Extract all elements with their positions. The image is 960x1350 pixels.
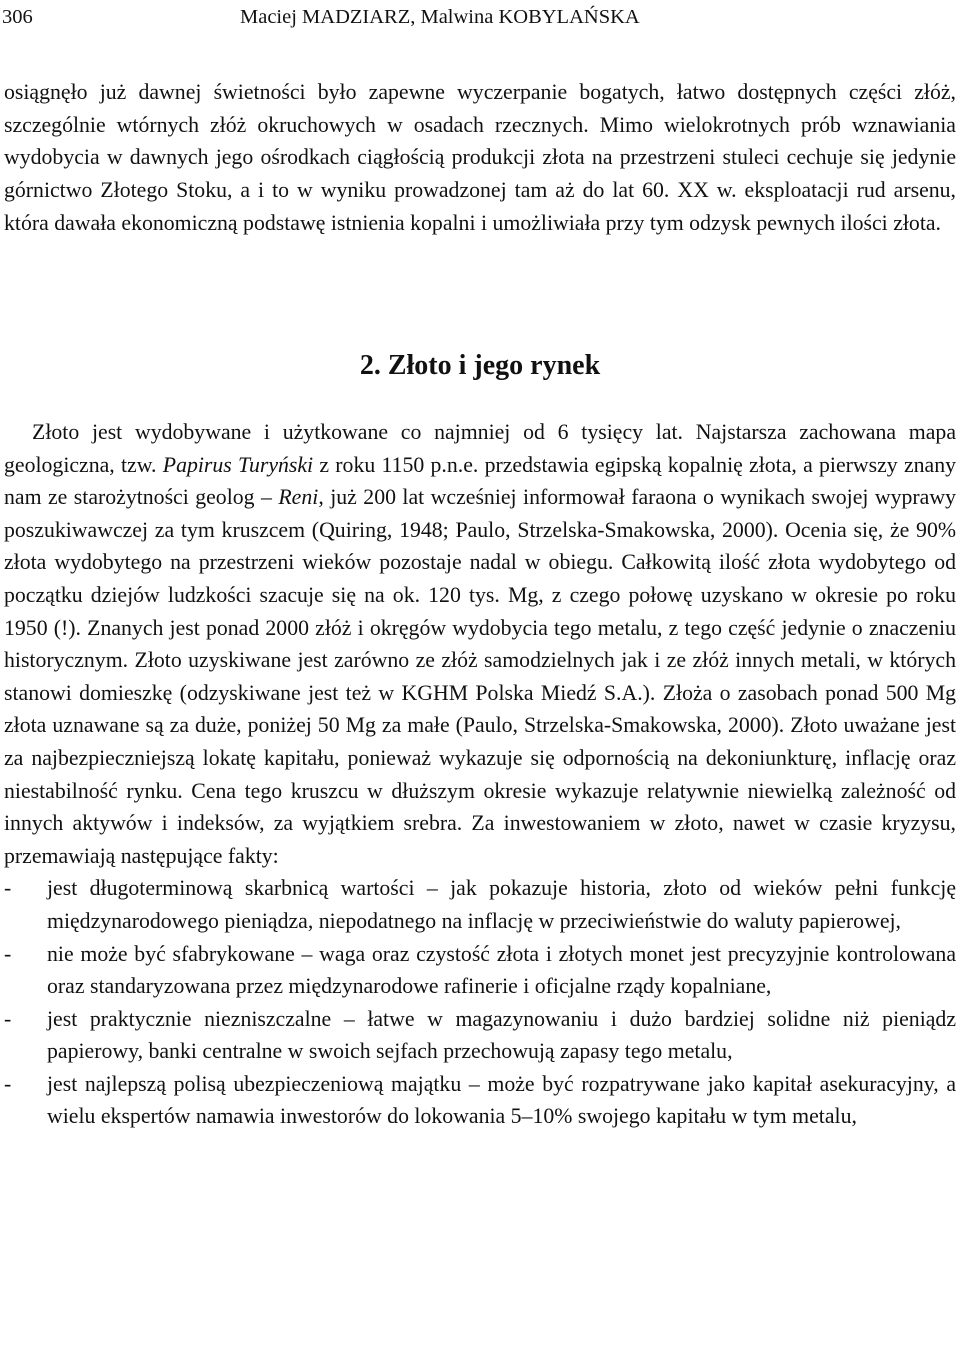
italic-term: Papirus Turyński (162, 452, 314, 477)
list-item (4, 1068, 956, 1133)
body-text-segment: z roku 1150 p.n.e. przedstawia egipską kopalnię złota, a pierwszy znany nam ze starożytności geolog – (4, 452, 956, 510)
list-item-text: jest najlepszą polisą ubezpieczeniową majątku – może być rozpatrywane jako kapitał asekuracyjny, a wielu ekspertów namawia inwestorów do lokowania 5–10% swojego kapitału w tym metalu, (47, 1071, 956, 1129)
page-number: 306 (2, 6, 33, 28)
list-item-text: jest długoterminową skarbnicą wartości – jak pokazuje historia, złoto od wieków pełni funkcję międzynarodowego pieniądza, niepodatnego na inflację w przeciwieństwie do waluty papierowej, (47, 876, 956, 933)
section-body (4, 416, 956, 1133)
list-marker: - (4, 1071, 12, 1096)
section-title: 2. Złoto i jego rynek (359, 350, 601, 381)
intro-paragraph: osiągnęło już dawnej świetności było zapewne wyczerpanie bogatych, łatwo dostępnych części złóż, szczególnie wtórnych złóż okruchowych w osadach rzecznych. Mimo wielokrotnych prób wznawiania wydobycia w dawnych jego ośrodkach ciągłością produkcji złota na przestrzeni stuleci cechuje się jedynie górnictwo Złotego Stoku, a i to w wyniku prowadzonej tam aż do lat 60. XX w. eksploatacji rud arsenu, która dawała ekonomiczną podstawę istnienia kopalni i umożliwiała przy tym odzysk pewnych ilości złota. (4, 80, 956, 235)
page-header (2, 4, 956, 36)
running-head: Maciej MADZIARZ, Malwina KOBYLAŃSKA (240, 6, 640, 28)
body-text-segment: , już 200 lat wcześniej informował faraona o wynikach swojej wyprawy poszukiwawczej za tym kruszcem (Quiring, 1948; Paulo, Strzelska-Smakowska, 2000). Ocenia się, że 90% złota wydobytego na przestrzeni wieków pozostaje nadal w obiegu. Całkowitą ilość złota wydobytego od początku dziejów ludzkości szacuje się na ok. 120 tys. Mg, z czego połowę uzyskano w okresie po roku 1950 (!). Znanych jest ponad 2000 złóż i okręgów wydobycia tego metalu, z tego część jedynie o znaczeniu historycznym. Złoto uzyskiwane jest zarówno ze złóż samodzielnych jak i ze złóż innych metali, w których stanowi domieszkę (odzyskiwane jest też w KGHM Polska Miedź S.A.). Złoża o zasobach ponad 500 Mg złota uznawane są za duże, poniżej 50 Mg za małe (Paulo, Strzelska-Smakowska, 2000). Złoto uważane jest za najbezpieczniejszą lokatę kapitału, ponieważ wykazuje się odpornością na dekoniunkturę, inflację oraz niestabilność rynku. Cena tego kruszcu w dłuższym okresie wykazuje relatywnie niewielką zależność od innych aktywów i indeksów, za wyjątkiem srebra. Za inwestowaniem w złoto, nawet w czasie kryzysu, przemawiają następujące fakty: (4, 485, 956, 868)
body-text-segment: Złoto jest wydobywane i użytkowane co najmniej od 6 tysięcy lat. Najstarsza zachowana mapa geologiczna, tzw. (4, 420, 956, 477)
body-paragraph (4, 416, 956, 872)
list-item (4, 938, 956, 1003)
list-marker: - (4, 941, 12, 966)
list-item (4, 1003, 956, 1068)
italic-name: Reni (278, 485, 319, 510)
list-item (4, 872, 956, 937)
facts-list (4, 872, 956, 1133)
list-marker: - (4, 876, 12, 901)
list-marker: - (4, 1006, 12, 1031)
list-item-text: jest praktycznie niezniszczalne – łatwe w magazynowaniu i dużo bardziej solidne niż pieniądz papierowy, banki centralne w swoich sejfach przechowują zapasy tego metalu, (47, 1006, 956, 1064)
list-item-text: nie może być sfabrykowane – waga oraz czystość złota i złotych monet jest precyzyjnie kontrolowana oraz standaryzowana przez międzynarodowe rafinerie i oficjalne rządy kopalniane, (47, 941, 956, 999)
